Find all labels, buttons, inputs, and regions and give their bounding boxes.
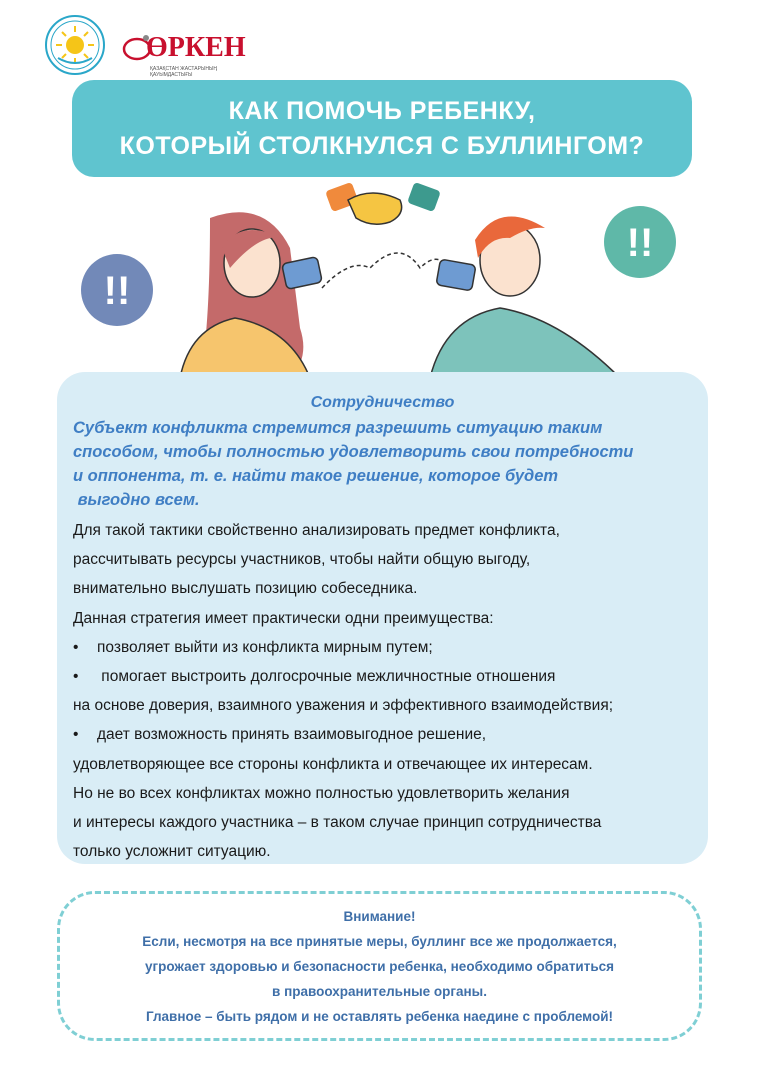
attention-title: Внимание! (343, 908, 416, 924)
boy-figure (430, 216, 620, 378)
bullet-symbol: • (73, 638, 79, 656)
body-line: удовлетворяющее все стороны конфликта и отвечающее их интересам. (73, 755, 593, 773)
attention-box (57, 891, 702, 1041)
attention-line: в правоохранительные органы. (272, 983, 487, 999)
lead-line: выгодно всем. (73, 491, 200, 509)
orken-logo (122, 30, 252, 78)
bullet-text: помогает выстроить долгосрочные межличностные отношения (97, 668, 556, 686)
lead-line: Субъект конфликта стремится разрешить ситуацию таким (73, 419, 603, 437)
bullet-text: позволяет выйти из конфликта мирным путем; (97, 638, 433, 656)
section-body (73, 516, 703, 866)
attention-line: Главное – быть рядом и не оставлять ребенка наедине с проблемой! (145, 1008, 614, 1024)
body-line: Данная стратегия имеет практически одни преимущества: (73, 609, 494, 627)
bullet-text: дает возможность принять взаимовыгодное решение, (97, 726, 487, 744)
body-line: только усложнит ситуацию. (73, 843, 271, 861)
bullet-symbol: • (73, 668, 79, 686)
header-logos (44, 14, 284, 78)
section-heading: Сотрудничество (310, 394, 455, 411)
illustration-phone-call (60, 178, 700, 378)
page-title-line-2: КОТОРЫЙ СТОЛКНУЛСЯ С БУЛЛИНГОМ? (119, 131, 645, 160)
list-item (73, 720, 703, 749)
body-line: рассчитывать ресурсы участников, чтобы найти общую выгоду, (73, 551, 531, 569)
body-line: Для такой тактики свойственно анализировать предмет конфликта, (73, 522, 560, 539)
lead-line: и оппонента, т. е. найти такое решение, которое будет (73, 467, 559, 485)
orken-logo-text: ӨРКЕН (146, 32, 246, 63)
exclamation-right-icon (604, 206, 676, 278)
exclamation-right-text: !! (626, 221, 654, 265)
title-banner (72, 80, 692, 177)
exclamation-left-text: !! (103, 269, 131, 313)
bullet-symbol: • (73, 726, 79, 744)
body-line: и интересы каждого участника – в таком случае принцип сотрудничества (73, 814, 602, 832)
attention-line: угрожает здоровью и безопасности ребенка, необходимо обратиться (144, 958, 615, 974)
girl-figure (180, 212, 322, 378)
lead-line: способом, чтобы полностью удовлетворить свои потребности (73, 443, 634, 461)
page-title-line-1: КАК ПОМОЧЬ РЕБЕНКУ, (228, 96, 536, 125)
exclamation-left-icon (81, 254, 153, 326)
body-line: на основе доверия, взаимного уважения и эффективного взаимодействия; (73, 697, 614, 715)
handshake-icon (325, 182, 441, 224)
list-item (73, 633, 703, 662)
sun-emblem-icon (44, 14, 106, 76)
section-lead (73, 416, 693, 512)
attention-line: Если, несмотря на все принятые меры, буллинг все же продолжается, (142, 933, 617, 949)
body-line: Но не во всех конфликтах можно полностью удовлетворить желания (73, 784, 570, 802)
orken-logo-subtitle: ҚАЗАҚСТАН ЖАСТАРЫНЫҢ ҚАУЫМДАСТЫҒЫ (150, 66, 218, 78)
list-item (73, 662, 703, 691)
content-card (57, 372, 708, 864)
body-line: внимательно выслушать позицию собеседника. (73, 580, 418, 598)
